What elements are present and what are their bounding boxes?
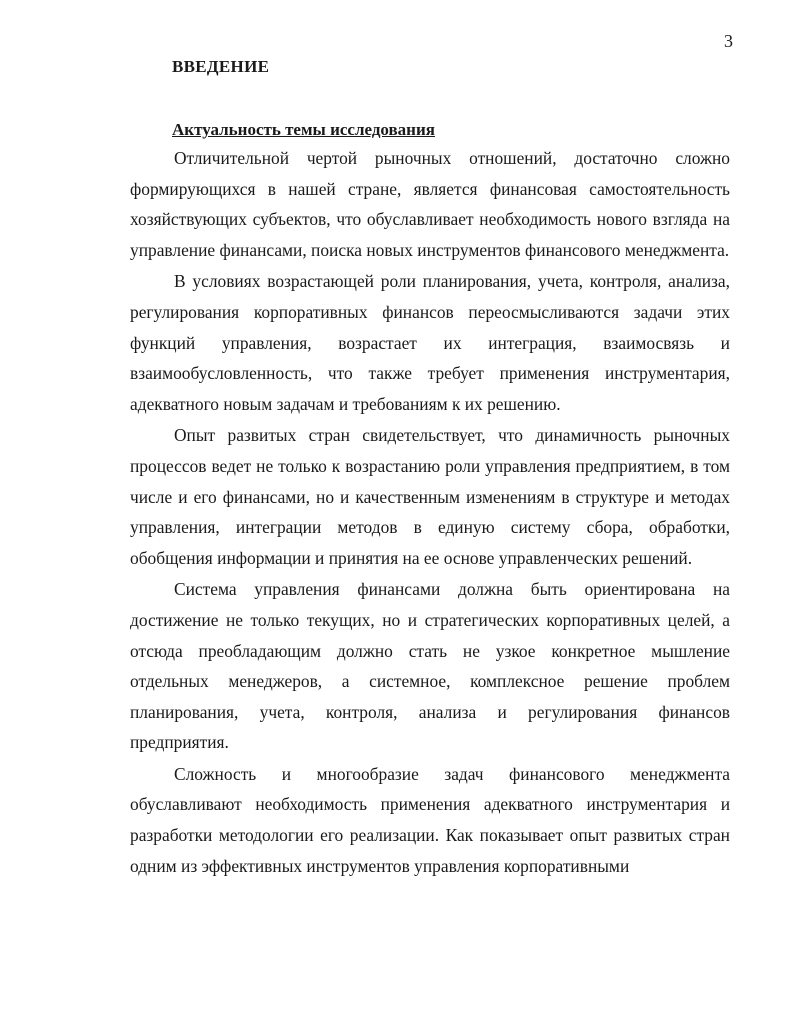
page-number: 3	[724, 31, 733, 51]
paragraph: В условиях возрастающей роли планирования, учета, контроля, анализа, регулирования корпоративных финансов переосмысливаются задачи этих функций управления, возрастает их интеграция, взаимосвязь и взаимообусловленность, что также требует применения инструментария, адекватного новым задачам и требованиям к их решению.	[130, 271, 730, 414]
body-text	[130, 143, 730, 882]
paragraph: Отличительной чертой рыночных отношений, достаточно сложно формирующихся в нашей стране, является финансовая самостоятельность хозяйствующих субъектов, что обуславливает необходимость нового взгляда на управление финансами, поиска новых инструментов финансового менеджмента.	[130, 148, 730, 260]
subheading: Актуальность темы исследования	[172, 120, 435, 139]
paragraph: Сложность и многообразие задач финансового менеджмента обуславливают необходимость применения адекватного инструментария и разработки методологии его реализации. Как показывает опыт развитых стран одним из эффективных инструментов управления корпоративными	[130, 763, 730, 876]
paragraph: Система управления финансами должна быть ориентирована на достижение не только текущих, но и стратегических корпоративных целей, а отсюда преобладающим должно стать не узкое конкретное мышление отдельных менеджеров, а системное, комплексное решение проблем планирования, учета, контроля, анализа и регулирования финансов предприятия.	[130, 579, 730, 753]
section-title: ВВЕДЕНИЕ	[172, 57, 270, 76]
paragraph: Опыт развитых стран свидетельствует, что динамичность рыночных процессов ведет не только к возрастанию роли управления предприятием, в том числе и его финансами, но и качественным изменениям в структуре и методах управления, интеграции методов в единую систему сбора, обработки, обобщения информации и принятия на ее основе управленческих решений.	[130, 425, 730, 568]
